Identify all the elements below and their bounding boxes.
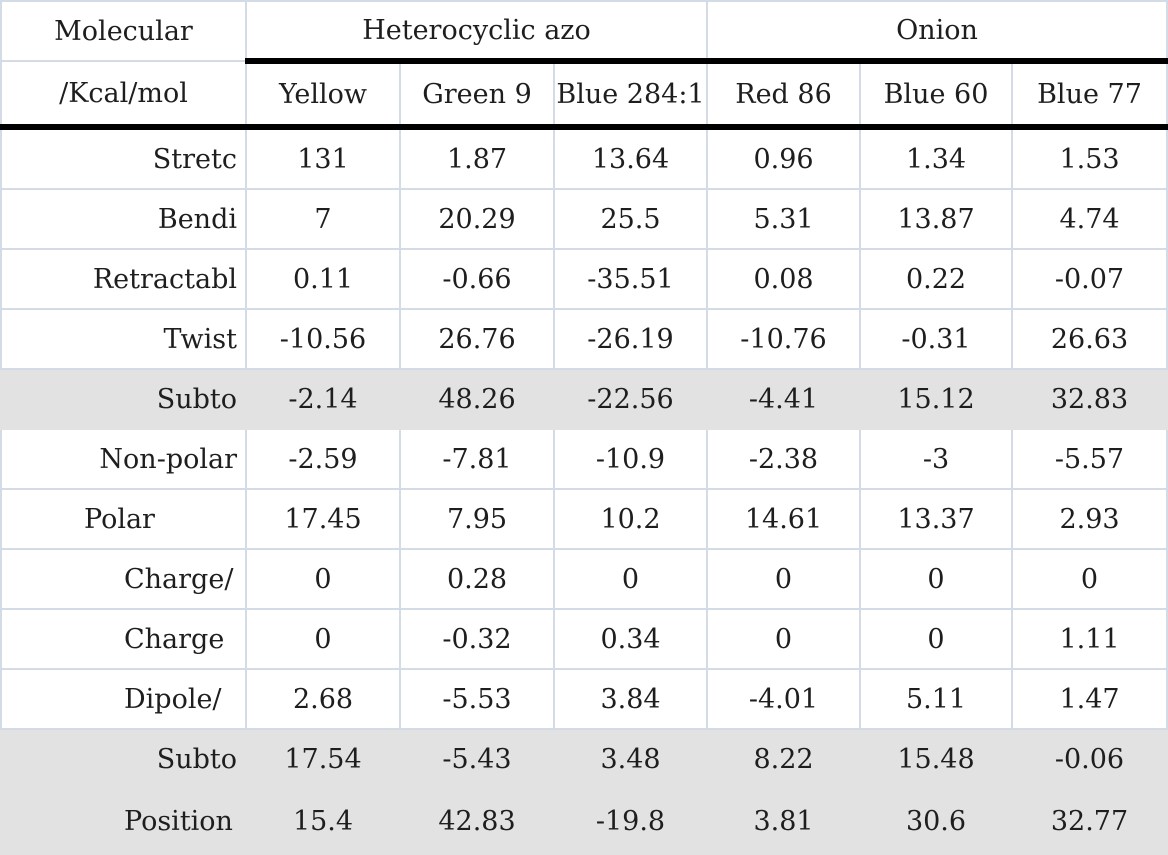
table-cell: 0 [860, 549, 1012, 609]
table-cell: 0.08 [707, 249, 860, 309]
column-header: Blue 60 [860, 61, 1012, 127]
table-cell: -35.51 [554, 249, 707, 309]
table-cell: 15.48 [860, 729, 1012, 789]
column-header: Blue 77 [1012, 61, 1167, 127]
table-cell: 8.22 [707, 729, 860, 789]
table-cell: 48.26 [400, 369, 554, 429]
table-cell: 1.34 [860, 127, 1012, 189]
table-cell: -3 [860, 429, 1012, 489]
table-row [1, 249, 1167, 309]
table-row [1, 309, 1167, 369]
table-cell: -2.14 [246, 369, 400, 429]
row-label: Non-polar [1, 429, 246, 489]
table-cell: -19.8 [554, 789, 707, 854]
table-cell: 42.83 [400, 789, 554, 854]
subtotal-row [1, 369, 1167, 429]
table-cell: 0 [707, 549, 860, 609]
table-cell: 0.96 [707, 127, 860, 189]
row-label: Position [1, 789, 246, 854]
table-cell: -2.38 [707, 429, 860, 489]
table-cell: 1.87 [400, 127, 554, 189]
table-cell: 13.37 [860, 489, 1012, 549]
column-header: Blue 284:1 [554, 61, 707, 127]
table-cell: 26.63 [1012, 309, 1167, 369]
table-row [1, 127, 1167, 189]
table-cell: 0 [860, 609, 1012, 669]
table-cell: 1.11 [1012, 609, 1167, 669]
table-cell: 25.5 [554, 189, 707, 249]
table-row [1, 189, 1167, 249]
table-cell: -5.53 [400, 669, 554, 729]
row-label: Subto [1, 369, 246, 429]
row-label: Charge [1, 609, 246, 669]
table-cell: 0 [1012, 549, 1167, 609]
row-label: Charge/ [1, 549, 246, 609]
table-cell: 2.93 [1012, 489, 1167, 549]
table-cell: 30.6 [860, 789, 1012, 854]
table-cell: 131 [246, 127, 400, 189]
table-cell: 17.54 [246, 729, 400, 789]
column-header: Red 86 [707, 61, 860, 127]
table-cell: -10.76 [707, 309, 860, 369]
table-cell: 0.11 [246, 249, 400, 309]
table-cell: -4.41 [707, 369, 860, 429]
table-cell: 0 [246, 549, 400, 609]
table-cell: -5.57 [1012, 429, 1167, 489]
table-cell: 26.76 [400, 309, 554, 369]
position-row [1, 789, 1167, 854]
column-header: Green 9 [400, 61, 554, 127]
table-cell: 32.83 [1012, 369, 1167, 429]
table-cell: 32.77 [1012, 789, 1167, 854]
row-label: Subto [1, 729, 246, 789]
table-cell: 4.74 [1012, 189, 1167, 249]
table-cell: 13.87 [860, 189, 1012, 249]
table-cell: 3.81 [707, 789, 860, 854]
table-cell: -0.32 [400, 609, 554, 669]
table-cell: -10.9 [554, 429, 707, 489]
table-cell: -2.59 [246, 429, 400, 489]
table-cell: 1.47 [1012, 669, 1167, 729]
table-cell: 2.68 [246, 669, 400, 729]
corner-bottom-label: /Kcal/mol [1, 61, 246, 127]
header-row-columns [1, 61, 1167, 127]
row-label: Twist [1, 309, 246, 369]
table-row [1, 669, 1167, 729]
table-cell: 3.48 [554, 729, 707, 789]
table-cell: 0 [246, 609, 400, 669]
table-cell: 15.12 [860, 369, 1012, 429]
table-cell: 20.29 [400, 189, 554, 249]
row-label: Polar [1, 489, 246, 549]
table-cell: -0.66 [400, 249, 554, 309]
table-cell: -0.06 [1012, 729, 1167, 789]
table-cell: 3.84 [554, 669, 707, 729]
table-row [1, 489, 1167, 549]
table-cell: 10.2 [554, 489, 707, 549]
group-heterocyclic-azo: Heterocyclic azo [246, 1, 707, 61]
table-cell: 0.28 [400, 549, 554, 609]
table-cell: -10.56 [246, 309, 400, 369]
table-cell: 5.11 [860, 669, 1012, 729]
header-row-groups [1, 1, 1167, 61]
table-cell: 0 [707, 609, 860, 669]
table-cell: -22.56 [554, 369, 707, 429]
corner-top-label: Molecular [1, 1, 246, 61]
table-cell: 7.95 [400, 489, 554, 549]
table-row [1, 609, 1167, 669]
table-cell: 13.64 [554, 127, 707, 189]
table-row [1, 429, 1167, 489]
column-header: Yellow [246, 61, 400, 127]
table-cell: 7 [246, 189, 400, 249]
subtotal-row [1, 729, 1167, 789]
group-onion: Onion [707, 1, 1167, 61]
table-cell: -0.07 [1012, 249, 1167, 309]
table-cell: 1.53 [1012, 127, 1167, 189]
table-cell: 0.34 [554, 609, 707, 669]
table-cell: -26.19 [554, 309, 707, 369]
table-row [1, 549, 1167, 609]
table-cell: -4.01 [707, 669, 860, 729]
table-cell: 0 [554, 549, 707, 609]
table-cell: -7.81 [400, 429, 554, 489]
row-label: Retractabl [1, 249, 246, 309]
row-label: Bendi [1, 189, 246, 249]
table-cell: -5.43 [400, 729, 554, 789]
table-cell: 14.61 [707, 489, 860, 549]
table-cell: 5.31 [707, 189, 860, 249]
table-cell: 17.45 [246, 489, 400, 549]
table-cell: -0.31 [860, 309, 1012, 369]
row-label: Dipole/ [1, 669, 246, 729]
table-cell: 15.4 [246, 789, 400, 854]
table-cell: 0.22 [860, 249, 1012, 309]
row-label: Stretc [1, 127, 246, 189]
